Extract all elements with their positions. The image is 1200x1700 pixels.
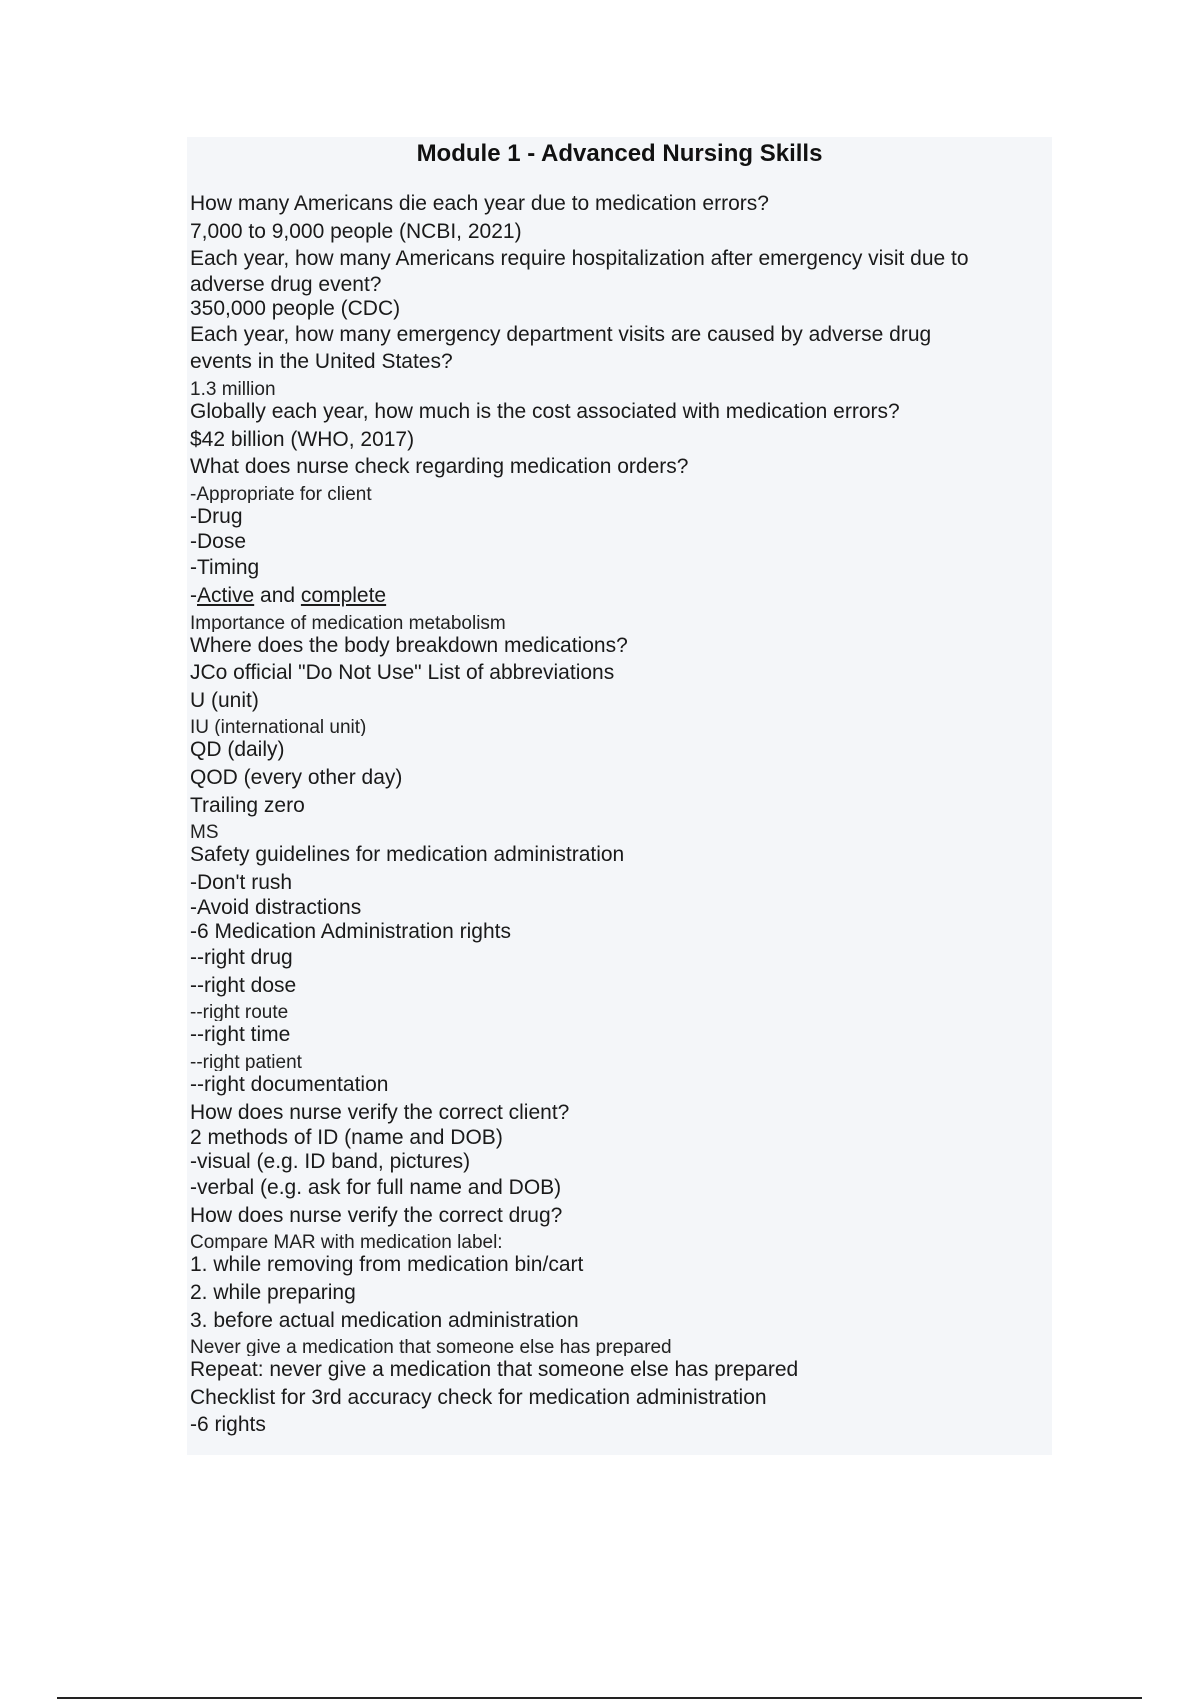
line-prefix: - — [190, 583, 197, 607]
document-line: 2 methods of ID (name and DOB) — [190, 1126, 503, 1150]
document-line: --right dose — [190, 973, 297, 997]
document-line: Safety guidelines for medication administration — [190, 843, 625, 867]
document-line: -Avoid distractions — [190, 896, 362, 920]
document-page — [187, 137, 1052, 1455]
document-line: --right patient — [190, 1052, 302, 1072]
document-line: What does nurse check regarding medication orders? — [190, 455, 689, 479]
document-line: -Drug — [190, 504, 243, 528]
document-line: events in the United States? — [190, 350, 453, 374]
document-line: How does nurse verify the correct client? — [190, 1100, 570, 1124]
document-line: 1.3 million — [190, 378, 276, 398]
document-line: QOD (every other day) — [190, 765, 403, 789]
document-line: -Appropriate for client — [190, 483, 372, 503]
document-line: Trailing zero — [190, 793, 305, 817]
document-line: How does nurse verify the correct drug? — [190, 1203, 563, 1227]
document-line: Compare MAR with medication label: — [190, 1232, 503, 1252]
document-body — [190, 190, 1040, 1439]
document-line: How many Americans die each year due to medication errors? — [190, 192, 769, 215]
document-line: --right time — [190, 1023, 291, 1047]
document-line: $42 billion (WHO, 2017) — [190, 427, 415, 451]
footer-rule — [57, 1697, 1142, 1699]
document-line: --right documentation — [190, 1073, 389, 1097]
document-line: --right drug — [190, 946, 293, 970]
document-line: Never give a medication that someone else has prepared — [190, 1337, 672, 1357]
document-line: Where does the body breakdown medications? — [190, 633, 628, 657]
document-line: --right route — [190, 1002, 289, 1022]
document-line: -Don't rush — [190, 870, 293, 894]
document-line: 350,000 people (CDC) — [190, 296, 401, 320]
document-line — [190, 582, 1040, 610]
document-line: Each year, how many emergency department visits are caused by adverse drug — [190, 322, 932, 346]
document-line: adverse drug event? — [190, 272, 382, 296]
document-line: Checklist for 3rd accuracy check for medication administration — [190, 1385, 767, 1409]
document-line: -verbal (e.g. ask for full name and DOB) — [190, 1176, 562, 1200]
document-line: Globally each year, how much is the cost associated with medication errors? — [190, 399, 900, 423]
document-line: Importance of medication metabolism — [190, 612, 506, 632]
document-line: -Timing — [190, 556, 260, 580]
document-line: MS — [190, 822, 219, 842]
document-line: 2. while preparing — [190, 1281, 356, 1305]
line-text: and — [254, 583, 301, 607]
document-line: 3. before actual medication administration — [190, 1308, 579, 1332]
document-line: 1. while removing from medication bin/cart — [190, 1253, 584, 1277]
document-line: U (unit) — [190, 688, 259, 712]
document-line: Each year, how many Americans require hospitalization after emergency visit due to — [190, 247, 969, 271]
document-line: JCo official "Do Not Use" List of abbreviations — [190, 661, 615, 685]
document-line: -6 Medication Administration rights — [190, 920, 511, 944]
document-line: -visual (e.g. ID band, pictures) — [190, 1150, 471, 1174]
document-line: -6 rights — [190, 1413, 266, 1437]
document-line: QD (daily) — [190, 738, 285, 762]
document-line: -Dose — [190, 530, 247, 554]
underlined-text: complete — [300, 583, 387, 607]
document-line: IU (international unit) — [190, 717, 367, 737]
document-line: Repeat: never give a medication that someone else has prepared — [190, 1358, 799, 1382]
underlined-text: Active — [197, 583, 255, 607]
document-title: Module 1 - Advanced Nursing Skills — [416, 140, 823, 167]
document-line: 7,000 to 9,000 people (NCBI, 2021) — [190, 219, 522, 243]
